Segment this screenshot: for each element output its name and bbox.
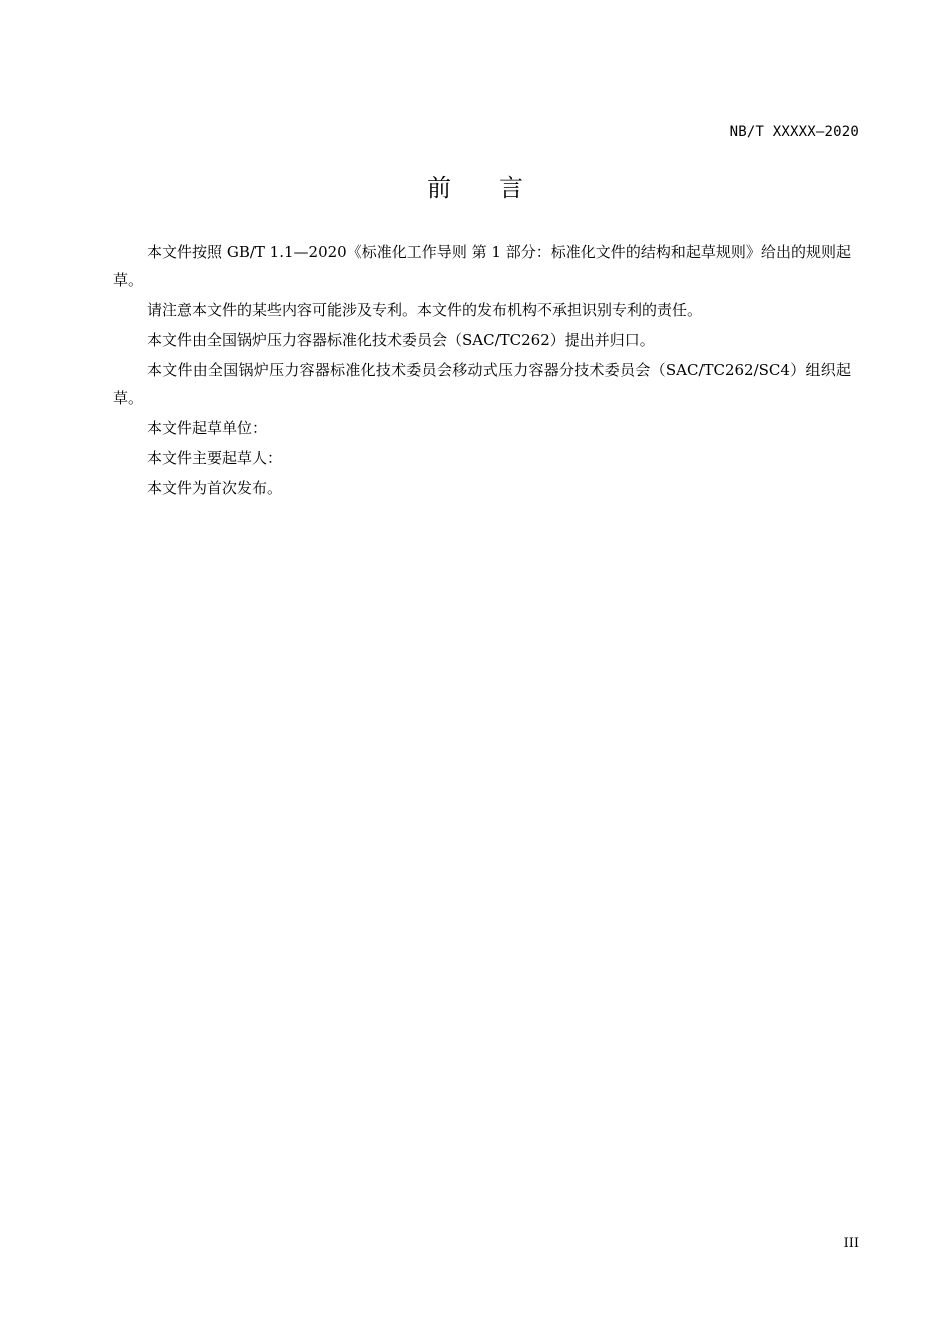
paragraph-patent-notice: 请注意本文件的某些内容可能涉及专利。本文件的发布机构不承担识别专利的责任。 (147, 301, 703, 319)
paragraph-main-drafters: 本文件主要起草人： (147, 449, 283, 467)
paragraph-drafting-units: 本文件起草单位： (147, 419, 268, 437)
title-char-2: 言 (499, 174, 523, 202)
paragraph-drafting-rules: 本文件按照 GB/T 1.1—2020《标准化工作导则 第 1 部分：标准化文件的结构和起草规则》给出的规则起草。 (113, 243, 851, 289)
paragraph-first-release: 本文件为首次发布。 (147, 479, 283, 497)
page-title (0, 168, 950, 203)
title-char-1: 前 (427, 174, 451, 202)
document-code: NB/T XXXXX—2020 (729, 124, 859, 140)
paragraph-proposer: 本文件由全国锅炉压力容器标准化技术委员会（SAC/TC262）提出并归口。 (147, 331, 655, 349)
paragraph-organizer: 本文件由全国锅炉压力容器标准化技术委员会移动式压力容器分技术委员会（SAC/TC262/SC4）组织起草。 (113, 361, 851, 407)
page-number: III (843, 1236, 859, 1251)
preface-body (113, 238, 851, 504)
